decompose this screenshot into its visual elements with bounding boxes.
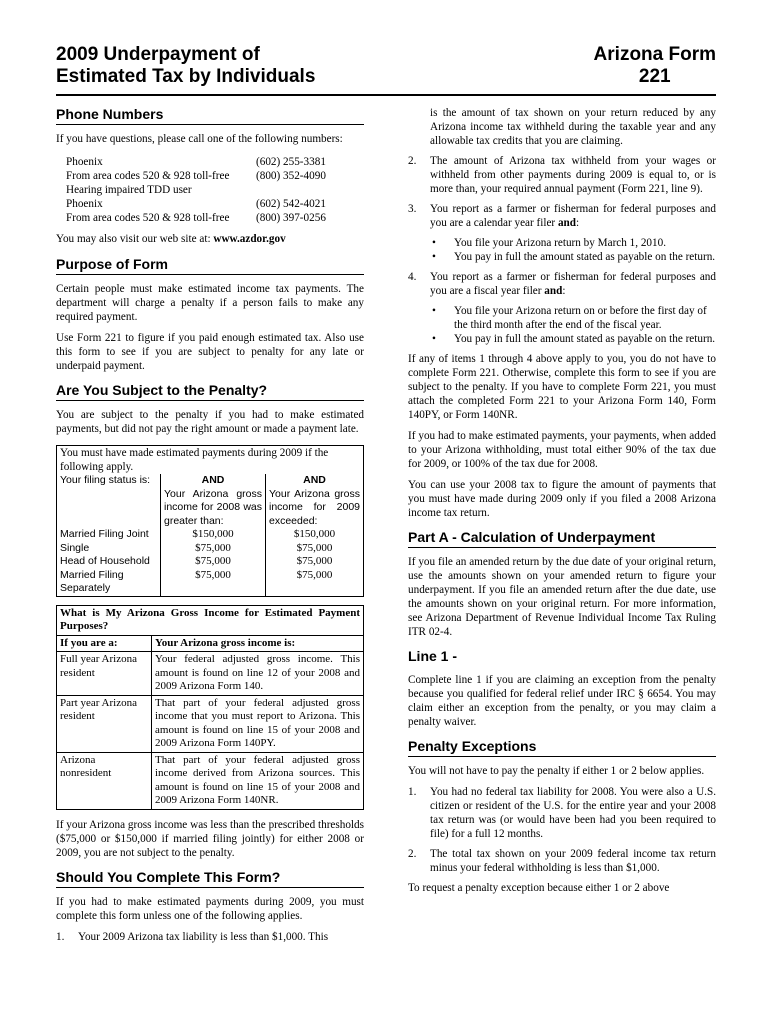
website-link[interactable]: www.azdor.gov — [213, 233, 286, 245]
exception-request-paragraph: To request a penalty exception because either 1 or 2 above — [408, 882, 670, 894]
purpose-heading: Purpose of Form — [56, 256, 364, 275]
website-prefix: You may also visit our web site at: — [56, 233, 214, 245]
phone-number: (602) 542-4021 — [256, 198, 326, 210]
exemptions-list-start — [56, 930, 364, 944]
gross-income-col-a: If you are a: — [57, 635, 152, 652]
table-row — [57, 528, 363, 542]
list-text: is the amount of tax shown on your return reduced by any Arizona income tax withheld during the taxable year and any allowable tax credits that you are claiming. — [430, 107, 716, 147]
threshold-2009: $75,000 — [266, 555, 364, 569]
filing-status: Married Filing Separately — [60, 568, 124, 594]
income-definition: That part of your federal adjusted gross income derived from Arizona sources. This amount is found on line 15 of your 2008 and 2009 Arizona Form 140NR. — [152, 752, 364, 809]
threshold-2008: $150,000 — [161, 528, 266, 542]
fiscal-year-bullets — [408, 304, 716, 346]
resident-type: Arizona nonresident — [57, 752, 152, 809]
list-emphasis: and — [544, 285, 563, 297]
website-line — [56, 232, 364, 246]
phone-list — [66, 155, 364, 225]
list-number: 4. — [408, 271, 417, 283]
income-definition: That part of your federal adjusted gross income that you must report to Arizona. This amount is found on line 15 of your 2008 and 2009 Arizona Form 140PY. — [152, 695, 364, 752]
list-item — [408, 202, 716, 230]
filing-status: Married Filing Joint — [60, 528, 149, 540]
list-text: The total tax shown on your 2009 federal income tax return minus your federal withholding is less than $1,000. — [430, 848, 716, 874]
filing-status: Head of Household — [60, 555, 150, 567]
bullet-item: • You file your Arizona return by March 1, 2010. — [454, 236, 716, 250]
complete-form-paragraph: If any of items 1 through 4 above apply to you, you do not have to complete Form 221. Otherwise, complete this form to see if you are subject to the penalty. If you have to complete Form 221, you must attach the completed Form 221 to your Arizona Form 140, Form 140PY, or Form 140NR. — [408, 353, 716, 421]
page-header — [56, 44, 716, 89]
gross-income-title: What is My Arizona Gross Income for Estimated Payment Purposes? — [60, 606, 360, 632]
list-item — [408, 270, 716, 298]
phone-label: Phoenix — [66, 198, 103, 210]
list-text: : — [576, 217, 580, 229]
purpose-paragraph-2: Use Form 221 to figure if you paid enough estimated tax. Also use this form to see if you are subject to penalty for any late or underpaid payment. — [56, 332, 364, 372]
list-item — [408, 154, 716, 196]
threshold-2008: $75,000 — [161, 542, 266, 556]
filing-status-label: Your filing status is: — [60, 474, 151, 486]
payment-total-paragraph: If you had to make estimated payments, your payments, when added to your Arizona withholding, must total either 90% of the tax due for 2009, or 100% of the tax due for 2008. — [408, 430, 716, 470]
line-1-paragraph: Complete line 1 if you are claiming an exception from the penalty because you qualified for federal relief under IRC § 6654. You may claim either an exception from the penalty, or you may claim a penalty waiver. — [408, 674, 716, 728]
list-item — [408, 106, 716, 148]
threshold-2009: $75,000 — [266, 569, 364, 596]
table-row — [57, 542, 363, 556]
list-item — [408, 785, 716, 841]
col-2009-header — [266, 474, 364, 528]
phone-number — [256, 183, 364, 197]
resident-type: Full year Arizona resident — [57, 652, 152, 696]
gross-income-table — [56, 605, 364, 810]
list-number: 3. — [408, 203, 417, 215]
list-text: : — [562, 285, 566, 297]
line-1-heading: Line 1 - — [408, 648, 458, 664]
list-text: You report as a farmer or fisherman for federal purposes and you are a calendar year filer — [430, 203, 716, 229]
phone-label: From area codes 520 & 928 toll-free — [66, 170, 230, 182]
threshold-note: If your Arizona gross income was less than the prescribed thresholds ($75,000 or $150,000 if married filing jointly) for either 2008 or 2009, you are not subject to the penalty. — [56, 818, 364, 859]
exemptions-list-4 — [408, 270, 716, 298]
penalty-subject-paragraph: You are subject to the penalty if you had to make estimated payments, but did not pay the right amount or made a payment late. — [56, 409, 364, 435]
col-2008-and: AND — [201, 474, 225, 486]
threshold-2008: $75,000 — [161, 555, 266, 569]
use-2008-tax-paragraph: You can use your 2008 tax to figure the amount of payments that you must have made during 2009 only if you filed a 2008 Arizona income tax return. — [408, 479, 716, 519]
filing-threshold-box — [56, 445, 364, 597]
phone-label: Hearing impaired TDD user — [66, 184, 192, 196]
resident-type: Part year Arizona resident — [57, 695, 152, 752]
form-title-line1: 2009 Underpayment of — [56, 44, 260, 65]
income-definition: Your federal adjusted gross income. This amount is found on line 12 of your 2008 and 2009 Arizona Form 140. — [152, 652, 364, 696]
list-text: The amount of Arizona tax withheld from your wages or withheld from other payments during 2009 is equal to, or is more than, your required annual payment (Form 221, line 9). — [430, 155, 716, 195]
list-number: 2. — [408, 155, 417, 167]
exceptions-intro: You will not have to pay the penalty if either 1 or 2 below applies. — [408, 765, 705, 777]
form-number-line2: 221 — [638, 66, 671, 87]
should-complete-paragraph: If you had to make estimated payments during 2009, you must complete this form unless one of the following applies. — [56, 895, 364, 922]
list-emphasis: and — [557, 217, 576, 229]
penalty-exceptions-heading: Penalty Exceptions — [408, 738, 716, 757]
list-number: 1. — [56, 930, 65, 943]
form-number — [594, 44, 716, 88]
list-text: You report as a farmer or fisherman for federal purposes and you are a fiscal year filer — [430, 271, 716, 297]
gross-income-col-b: Your Arizona gross income is: — [152, 635, 364, 652]
header-divider — [56, 94, 716, 96]
col-2008-header — [161, 474, 266, 528]
calendar-year-bullets — [408, 236, 716, 264]
list-item — [408, 847, 716, 875]
exemptions-list — [408, 106, 716, 230]
table-row — [57, 652, 364, 696]
table-row — [57, 555, 363, 569]
bullet-item: • You pay in full the amount stated as payable on the return. — [454, 250, 716, 264]
filing-threshold-table — [57, 474, 363, 596]
part-a-heading: Part A - Calculation of Underpayment — [408, 529, 716, 548]
list-text: You had no federal tax liability for 2008. You were also a U.S. citizen or resident of the U.S. for the entire year and your 2008 tax return was (or would have been had you been required to file) for a full 12 months. — [430, 786, 716, 840]
filing-intro: You must have made estimated payments during 2009 if the following apply. — [60, 447, 329, 473]
phone-numbers-heading: Phone Numbers — [56, 106, 364, 125]
part-a-paragraph: If you file an amended return by the due date of your original return, use the amounts shown on your amended return to figure your underpayment. If you file an amended return after the due date, use the amounts shown on your original return. For more information, see Arizona Department of Revenue Individual Income Tax Ruling ITR 02-4. — [408, 556, 716, 638]
form-number-line1: Arizona Form — [593, 44, 716, 65]
phone-number: (800) 397-0256 — [256, 212, 326, 224]
list-number: 2. — [408, 848, 417, 860]
form-title-line2: Estimated Tax by Individuals — [56, 66, 316, 87]
table-row — [57, 695, 364, 752]
purpose-paragraph-1: Certain people must make estimated income tax payments. The department will charge a penalty if a person fails to make any required payment. — [56, 283, 364, 323]
should-complete-heading: Should You Complete This Form? — [56, 869, 364, 888]
col-2009-and: AND — [303, 474, 326, 486]
phone-label: Phoenix — [66, 156, 103, 168]
threshold-2009: $150,000 — [266, 528, 364, 542]
form-title — [56, 44, 315, 88]
bullet-item: • You pay in full the amount stated as payable on the return. — [454, 332, 716, 346]
list-text: Your 2009 Arizona tax liability is less than $1,000. This — [78, 930, 329, 943]
penalty-subject-heading: Are You Subject to the Penalty? — [56, 382, 364, 401]
phone-number: (800) 352-4090 — [256, 170, 326, 182]
threshold-2008: $75,000 — [161, 569, 266, 596]
left-column — [56, 100, 364, 950]
bullet-item: • You file your Arizona return on or before the first day of the third month after the end of the fiscal year. — [454, 304, 716, 332]
table-row — [57, 569, 363, 596]
list-item — [56, 930, 364, 944]
table-row — [57, 752, 364, 809]
phone-intro: If you have questions, please call one of the following numbers: — [56, 133, 343, 145]
col-2009-desc: Your Arizona gross income for 2009 exceeded: — [269, 487, 360, 527]
filing-status: Single — [60, 541, 90, 554]
phone-number: (602) 255-3381 — [256, 156, 326, 168]
threshold-2009: $75,000 — [266, 542, 364, 556]
col-2008-desc: Your Arizona gross income for 2008 was greater than: — [164, 487, 262, 527]
right-column — [408, 100, 716, 902]
phone-label: From area codes 520 & 928 toll-free — [66, 212, 230, 224]
exceptions-list — [408, 785, 716, 875]
list-number: 1. — [408, 786, 417, 798]
